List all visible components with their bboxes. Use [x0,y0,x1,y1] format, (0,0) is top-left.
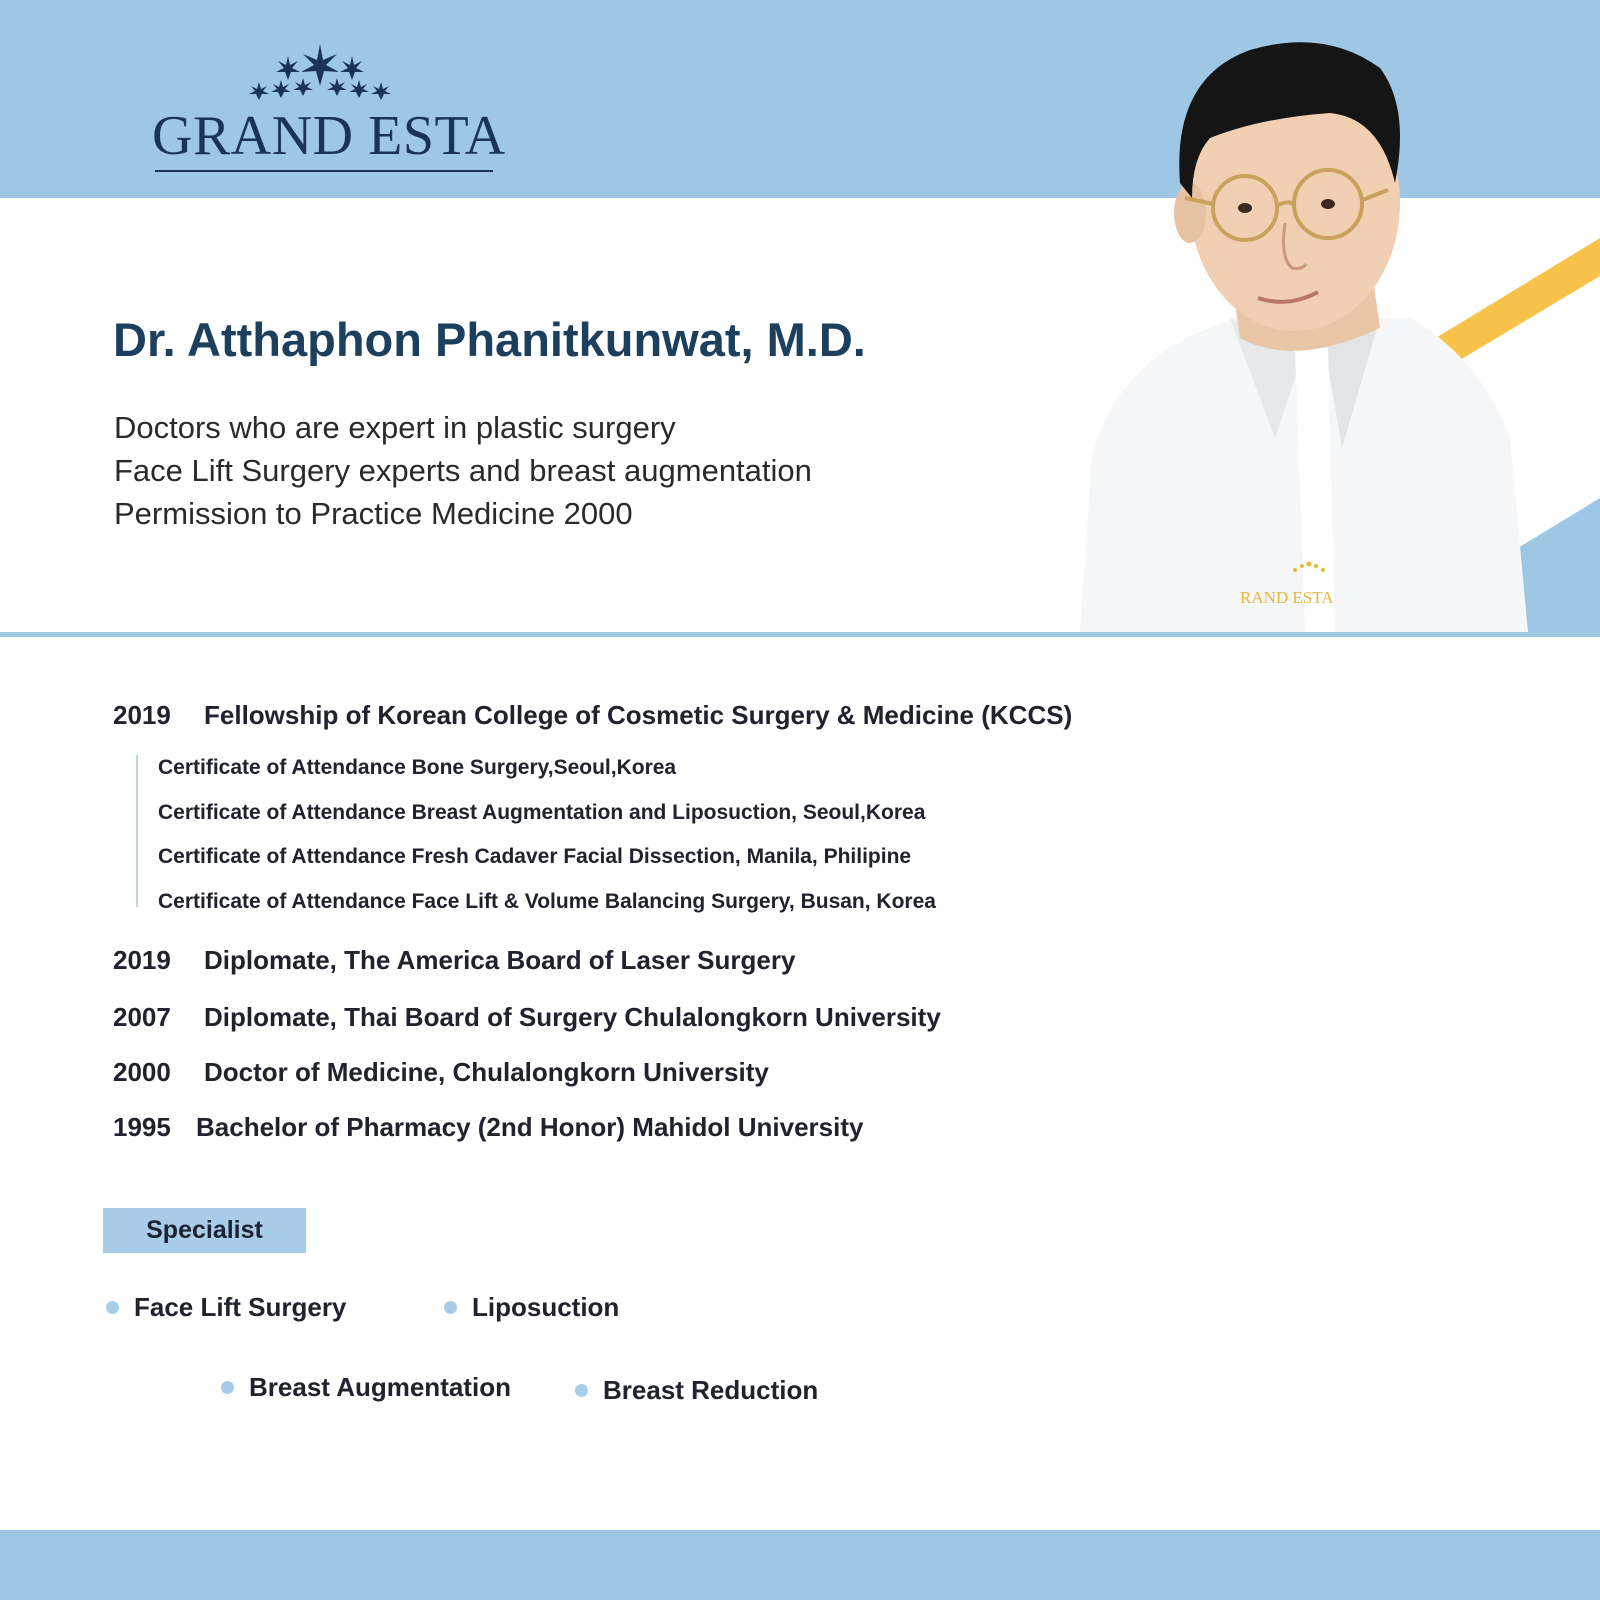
education-year: 2019 [113,945,171,975]
doctor-portrait-icon [1080,18,1540,632]
hero-divider [0,632,1600,637]
education-item [113,945,795,976]
bullet-dot-icon [444,1301,457,1314]
logo-underline [155,170,493,172]
education-year: 2000 [113,1057,171,1087]
logo-stars-icon [245,42,395,104]
coat-logo-text: RAND ESTA [1240,588,1334,607]
education-item [113,1112,863,1143]
specialist-label: Face Lift Surgery [134,1292,347,1322]
certificate-list [136,755,936,913]
description-line: Permission to Practice Medicine 2000 [114,496,633,531]
specialist-item [106,1292,346,1322]
grand-esta-logo [150,42,506,176]
specialist-item [575,1375,818,1405]
doctor-name: Dr. Atthaphon Phanitkunwat, M.D. [113,313,866,366]
bullet-dot-icon [575,1384,588,1397]
description-line: Doctors who are expert in plastic surgery [114,410,676,445]
specialist-label: Breast Augmentation [249,1372,511,1402]
education-title: Diplomate, Thai Board of Surgery Chulalongkorn University [204,1002,941,1032]
certificate-item: Certificate of Attendance Fresh Cadaver Facial Dissection, Manila, Philipine [158,845,912,868]
education-item [113,1057,769,1088]
doctor-description [114,406,812,535]
education-title: Bachelor of Pharmacy (2nd Honor) Mahidol University [196,1112,864,1142]
bullet-dot-icon [106,1301,119,1314]
specialist-label: Liposuction [472,1292,620,1322]
bullet-dot-icon [221,1381,234,1394]
specialist-item [444,1292,619,1322]
education-year: 1995 [113,1112,171,1142]
education-title: Fellowship of Korean College of Cosmetic Surgery & Medicine (KCCS) [204,700,1073,730]
logo-wordmark: GRAND ESTA [152,105,506,167]
specialist-badge: Specialist [103,1208,306,1253]
education-item [113,1002,941,1033]
education-title: Diplomate, The America Board of Laser Surgery [204,945,796,975]
education-year: 2019 [113,700,171,730]
certificate-item: Certificate of Attendance Breast Augmentation and Liposuction, Seoul,Korea [158,800,926,824]
footer-band [0,1530,1600,1600]
description-line: Face Lift Surgery experts and breast augmentation [114,453,812,488]
specialist-item [221,1372,511,1402]
education-title: Doctor of Medicine, Chulalongkorn University [204,1057,769,1087]
education-item [113,700,1072,731]
education-year: 2007 [113,1002,171,1032]
certificate-item: Certificate of Attendance Bone Surgery,Seoul,Korea [158,756,677,779]
specialist-label: Breast Reduction [603,1375,819,1405]
certificate-item: Certificate of Attendance Face Lift & Volume Balancing Surgery, Busan, Korea [158,889,936,913]
